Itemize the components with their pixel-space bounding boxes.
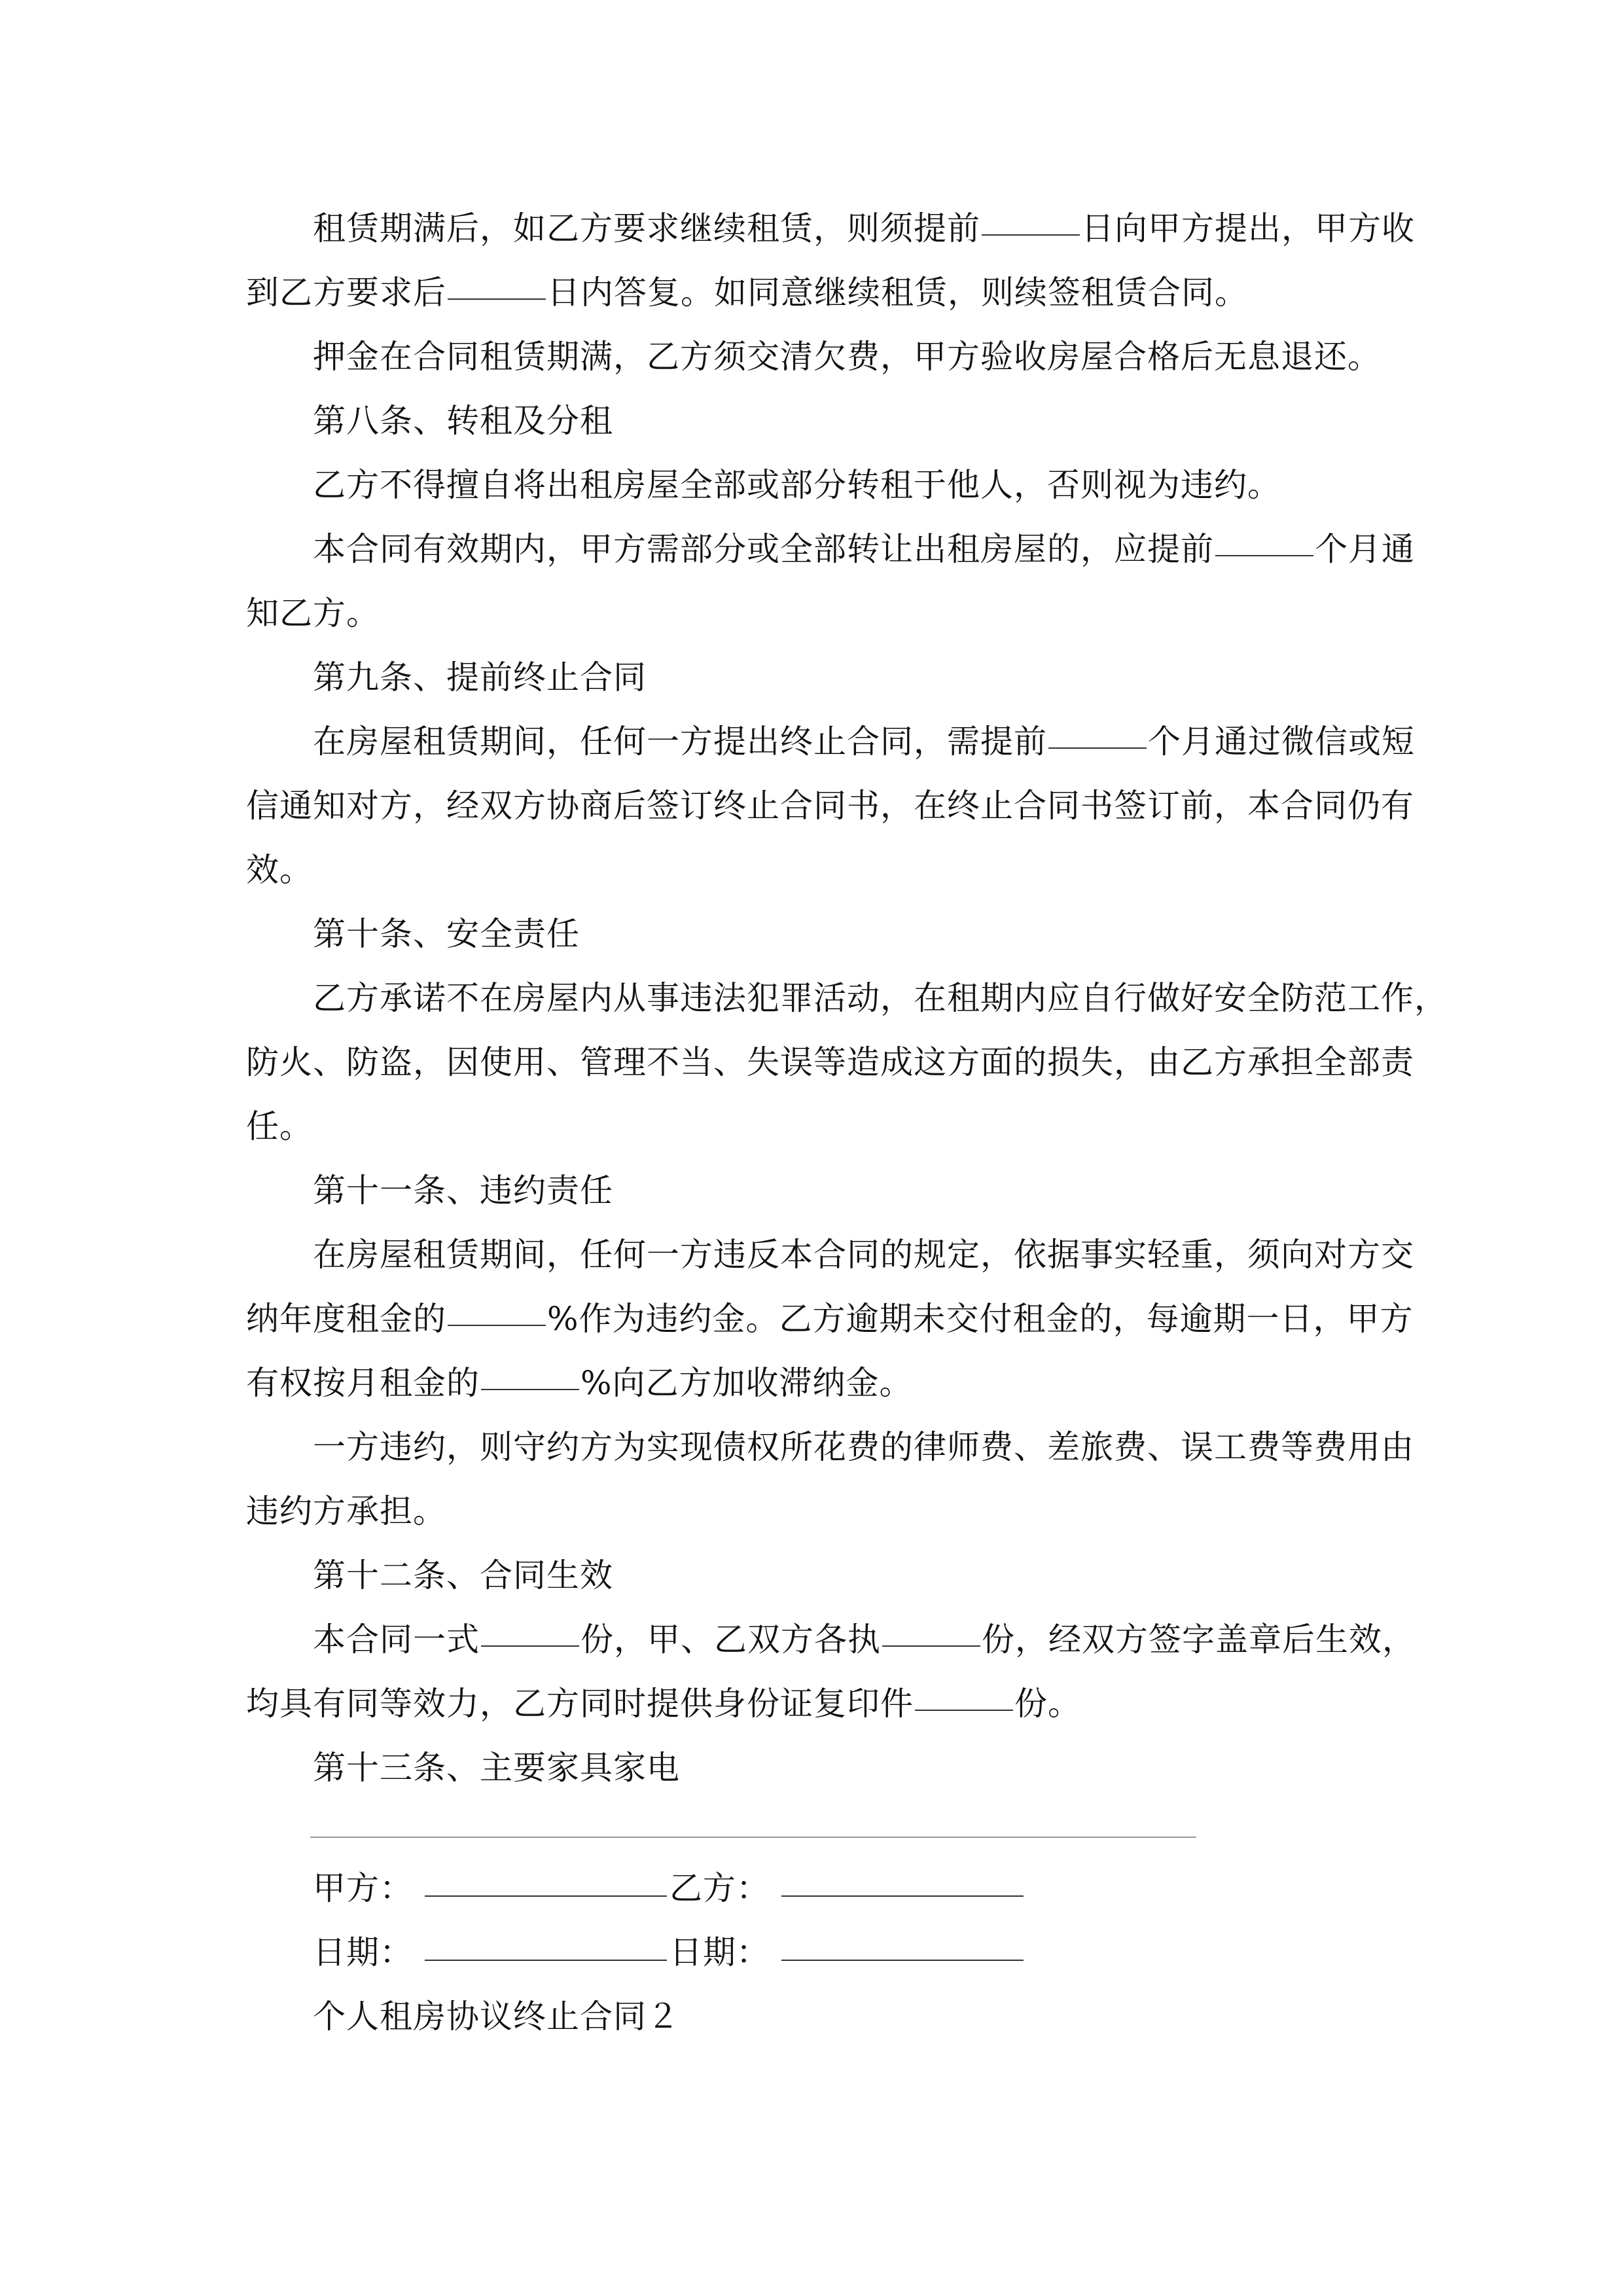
fill-blank	[1215, 555, 1313, 556]
party-b-signature-line	[781, 1895, 1024, 1897]
party-b-label: 乙方：	[669, 1869, 770, 1907]
text: 本合同有效期内，甲方需部分或全部转让出租房屋的，应提前	[313, 530, 1214, 568]
article-9-heading	[0, 645, 1623, 709]
text: 份，经双方签字盖章后生效，	[982, 1621, 1416, 1659]
party-a-date-line	[425, 1960, 667, 1961]
text: 日内答复。如同意继续租赁，则续签租赁合同。	[547, 274, 1248, 312]
paragraph-deposit	[0, 325, 1623, 389]
text: 押金在合同租赁期满，乙方须交清欠费，甲方验收房屋合格后无息退还。	[313, 338, 1381, 376]
text: 在房屋租赁期间，任何一方提出终止合同，需提前	[313, 723, 1047, 761]
paragraph-termination-line-2	[0, 774, 1623, 838]
text: 第十二条、合同生效	[313, 1556, 613, 1594]
paragraph-termination-line-3	[0, 838, 1623, 902]
party-a-signature-line	[425, 1895, 667, 1897]
signature-row-parties	[0, 1856, 1623, 1920]
paragraph-breach-line-2	[0, 1287, 1623, 1351]
paragraph-effect-line-1	[0, 1607, 1623, 1672]
text: 个人租房协议终止合同２	[313, 1998, 680, 2036]
paragraph-safety-line-2	[0, 1030, 1623, 1094]
text: 第十条、安全责任	[313, 915, 580, 953]
text: 日向甲方提出，甲方收	[1081, 209, 1415, 247]
paragraph-termination-line-1	[0, 709, 1623, 774]
text: 在房屋租赁期间，任何一方违反本合同的规定，依据事实轻重，须向对方交	[313, 1236, 1414, 1274]
article-10-heading	[0, 902, 1623, 966]
text: 个月通过微信或短	[1148, 723, 1415, 761]
section-divider	[310, 1837, 1196, 1838]
text: 违约方承担。	[246, 1492, 446, 1530]
fill-blank	[915, 1710, 1013, 1711]
fill-blank	[1048, 747, 1147, 749]
fill-blank	[481, 1645, 579, 1647]
text: 本合同一式	[313, 1621, 480, 1659]
article-12-heading	[0, 1543, 1623, 1607]
article-8-heading	[0, 389, 1623, 453]
fill-blank	[882, 1645, 980, 1647]
article-13-heading	[0, 1736, 1623, 1800]
text: 乙方不得擅自将出租房屋全部或部分转租于他人，否则视为违约。	[313, 466, 1281, 504]
text: 知乙方。	[246, 594, 380, 632]
text: 乙方承诺不在房屋内从事违法犯罪活动，在租期内应自行做好安全防范工作，	[313, 979, 1448, 1017]
text: 信通知对方，经双方协商后签订终止合同书，在终止合同书签订前，本合同仍有	[246, 787, 1414, 825]
paragraph-costs-line-1	[0, 1415, 1623, 1479]
paragraph-effect-line-2	[0, 1672, 1623, 1736]
paragraph-transfer-line-2	[0, 581, 1623, 645]
fill-blank	[481, 1389, 579, 1390]
signature-row-dates	[0, 1920, 1623, 1984]
text: 第九条、提前终止合同	[313, 658, 647, 696]
text: %作为违约金。乙方逾期未交付租金的，每逾期一日，甲方	[547, 1300, 1414, 1338]
text: 租赁期满后，如乙方要求继续租赁，则须提前	[313, 209, 980, 247]
paragraph-breach-line-3	[0, 1351, 1623, 1415]
text: 第八条、转租及分租	[313, 402, 613, 440]
fill-blank	[982, 234, 1080, 236]
article-11-heading	[0, 1158, 1623, 1223]
text: %向乙方加收滞纳金。	[580, 1364, 913, 1402]
fill-blank	[448, 1325, 546, 1326]
party-a-date-label: 日期：	[313, 1933, 413, 1971]
text: 效。	[246, 851, 313, 889]
party-b-date-line	[781, 1960, 1024, 1961]
text: 份。	[1014, 1685, 1081, 1723]
paragraph-renewal-line-1	[0, 196, 1623, 260]
paragraph-breach-line-1	[0, 1223, 1623, 1287]
text: 到乙方要求后	[246, 274, 446, 312]
text: 个月通	[1315, 530, 1415, 568]
party-b-date-label: 日期：	[669, 1933, 770, 1971]
paragraph-transfer-line-1	[0, 517, 1623, 581]
paragraph-renewal-line-2	[0, 260, 1623, 325]
fill-blank	[448, 298, 546, 300]
text: 第十一条、违约责任	[313, 1172, 613, 1210]
paragraph-costs-line-2	[0, 1479, 1623, 1543]
text: 纳年度租金的	[246, 1300, 446, 1338]
text: 份，甲、乙双方各执	[580, 1621, 881, 1659]
text: 有权按月租金的	[246, 1364, 480, 1402]
paragraph-sublease	[0, 453, 1623, 517]
text: 任。	[246, 1107, 313, 1145]
party-a-label: 甲方：	[313, 1869, 413, 1907]
text: 第十三条、主要家具家电	[313, 1749, 680, 1787]
text: 防火、防盗，因使用、管理不当、失误等造成这方面的损失，由乙方承担全部责	[246, 1043, 1414, 1081]
text: 均具有同等效力，乙方同时提供身份证复印件	[246, 1685, 914, 1723]
text: 一方违约，则守约方为实现债权所花费的律师费、差旅费、误工费等费用由	[313, 1428, 1414, 1466]
next-document-title	[0, 1984, 1623, 2049]
paragraph-safety-line-1	[0, 966, 1623, 1030]
paragraph-safety-line-3	[0, 1094, 1623, 1158]
